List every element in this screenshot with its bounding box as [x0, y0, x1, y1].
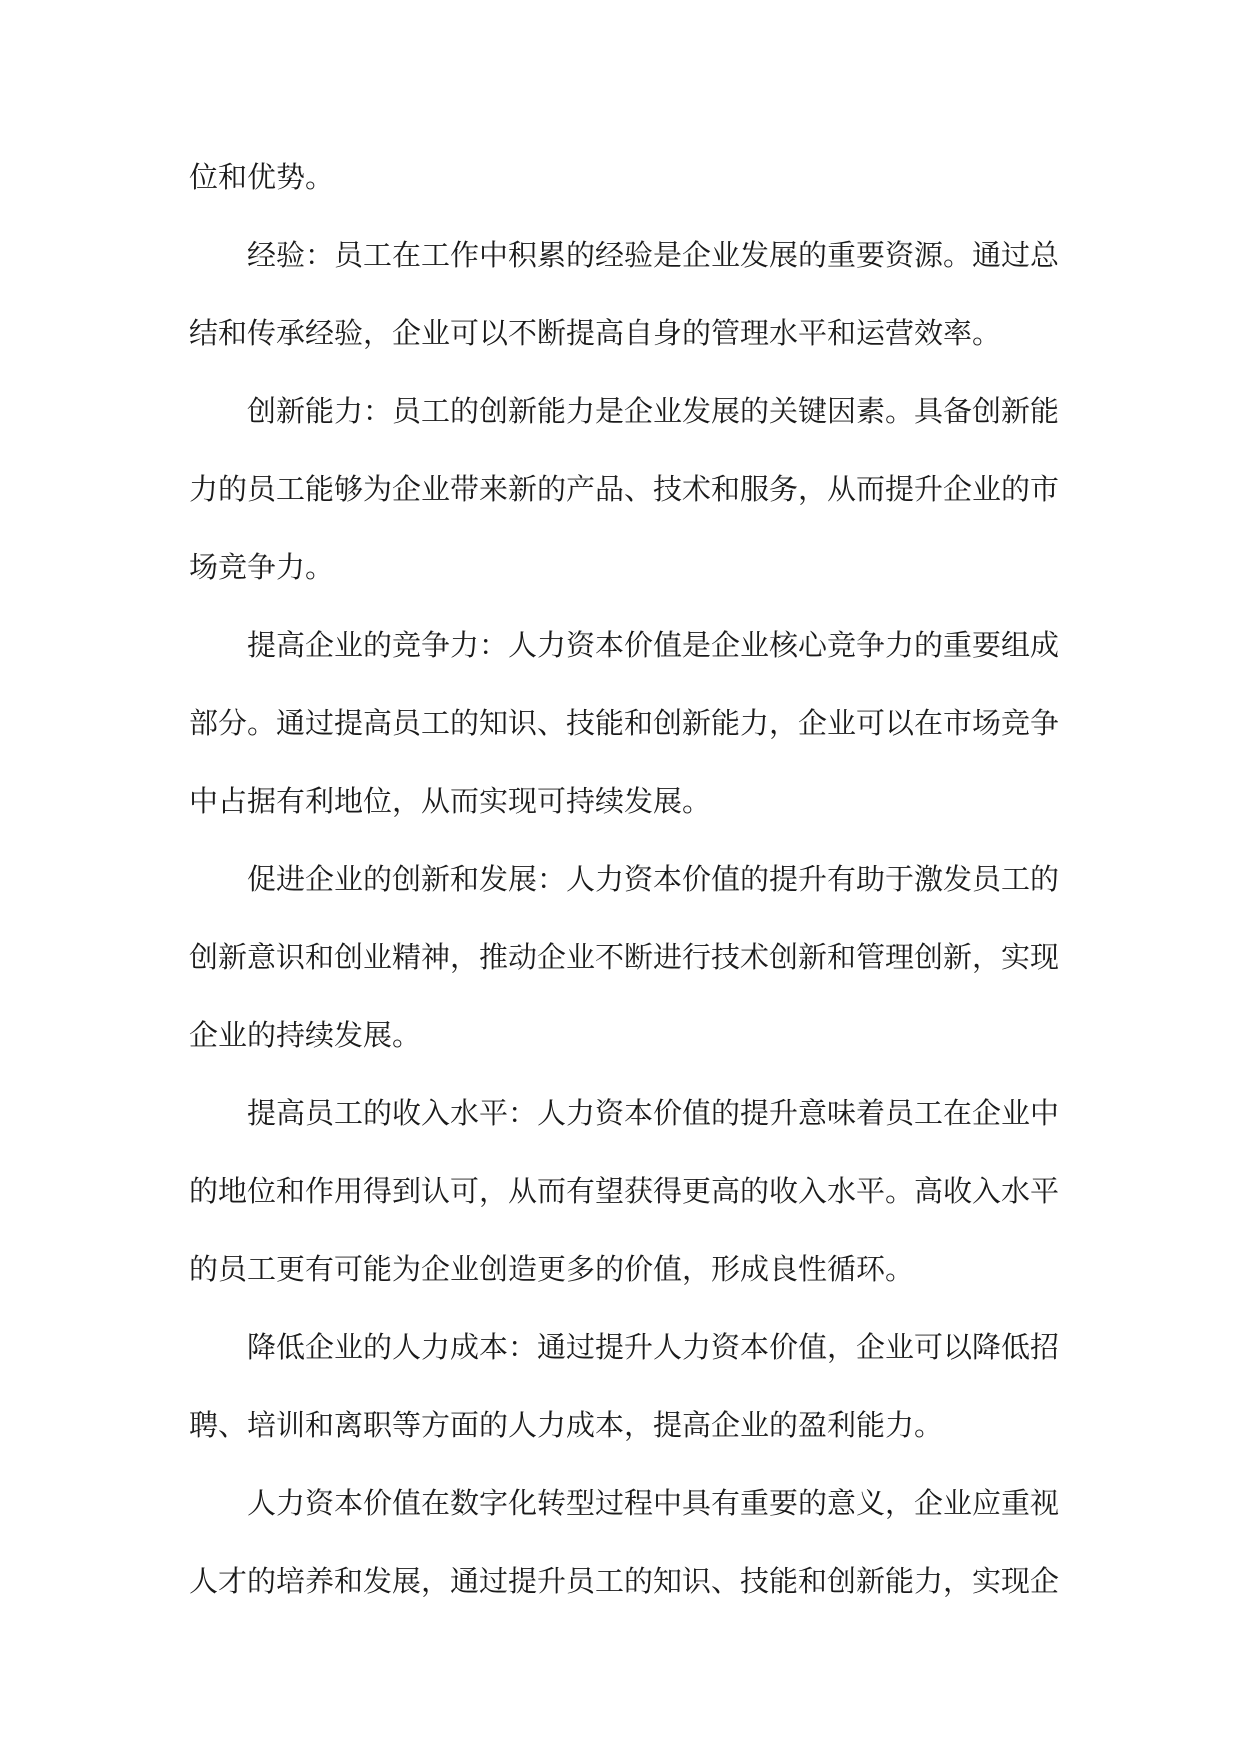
paragraph-income-level: 提高员工的收入水平：人力资本价值的提升意味着员工在企业中的地位和作用得到认可，从而有望获得更高的收入水平。高收入水平的员工更有可能为企业创造更多的价值，形成良性循环。 — [189, 1096, 1060, 1286]
paragraph-innovation-development: 促进企业的创新和发展：人力资本价值的提升有助于激发员工的创新意识和创业精神，推动企业不断进行技术创新和管理创新，实现企业的持续发展。 — [189, 862, 1060, 1052]
paragraph-experience: 经验：员工在工作中积累的经验是企业发展的重要资源。通过总结和传承经验，企业可以不断提高自身的管理水平和运营效率。 — [189, 238, 1060, 350]
paragraph-competitiveness: 提高企业的竞争力：人力资本价值是企业核心竞争力的重要组成部分。通过提高员工的知识、技能和创新能力，企业可以在市场竞争中占据有利地位，从而实现可持续发展。 — [189, 628, 1060, 818]
paragraph-labor-cost: 降低企业的人力成本：通过提升人力资本价值，企业可以降低招聘、培训和离职等方面的人力成本，提高企业的盈利能力。 — [189, 1330, 1060, 1442]
body-text — [189, 138, 1059, 1620]
paragraph-conclusion: 人力资本价值在数字化转型过程中具有重要的意义，企业应重视人才的培养和发展，通过提升员工的知识、技能和创新能力，实现企 — [189, 1486, 1060, 1598]
paragraph-continuation: 位和优势。 — [189, 160, 335, 194]
paragraph-innovation-ability: 创新能力：员工的创新能力是企业发展的关键因素。具备创新能力的员工能够为企业带来新的产品、技术和服务，从而提升企业的市场竞争力。 — [189, 394, 1060, 584]
